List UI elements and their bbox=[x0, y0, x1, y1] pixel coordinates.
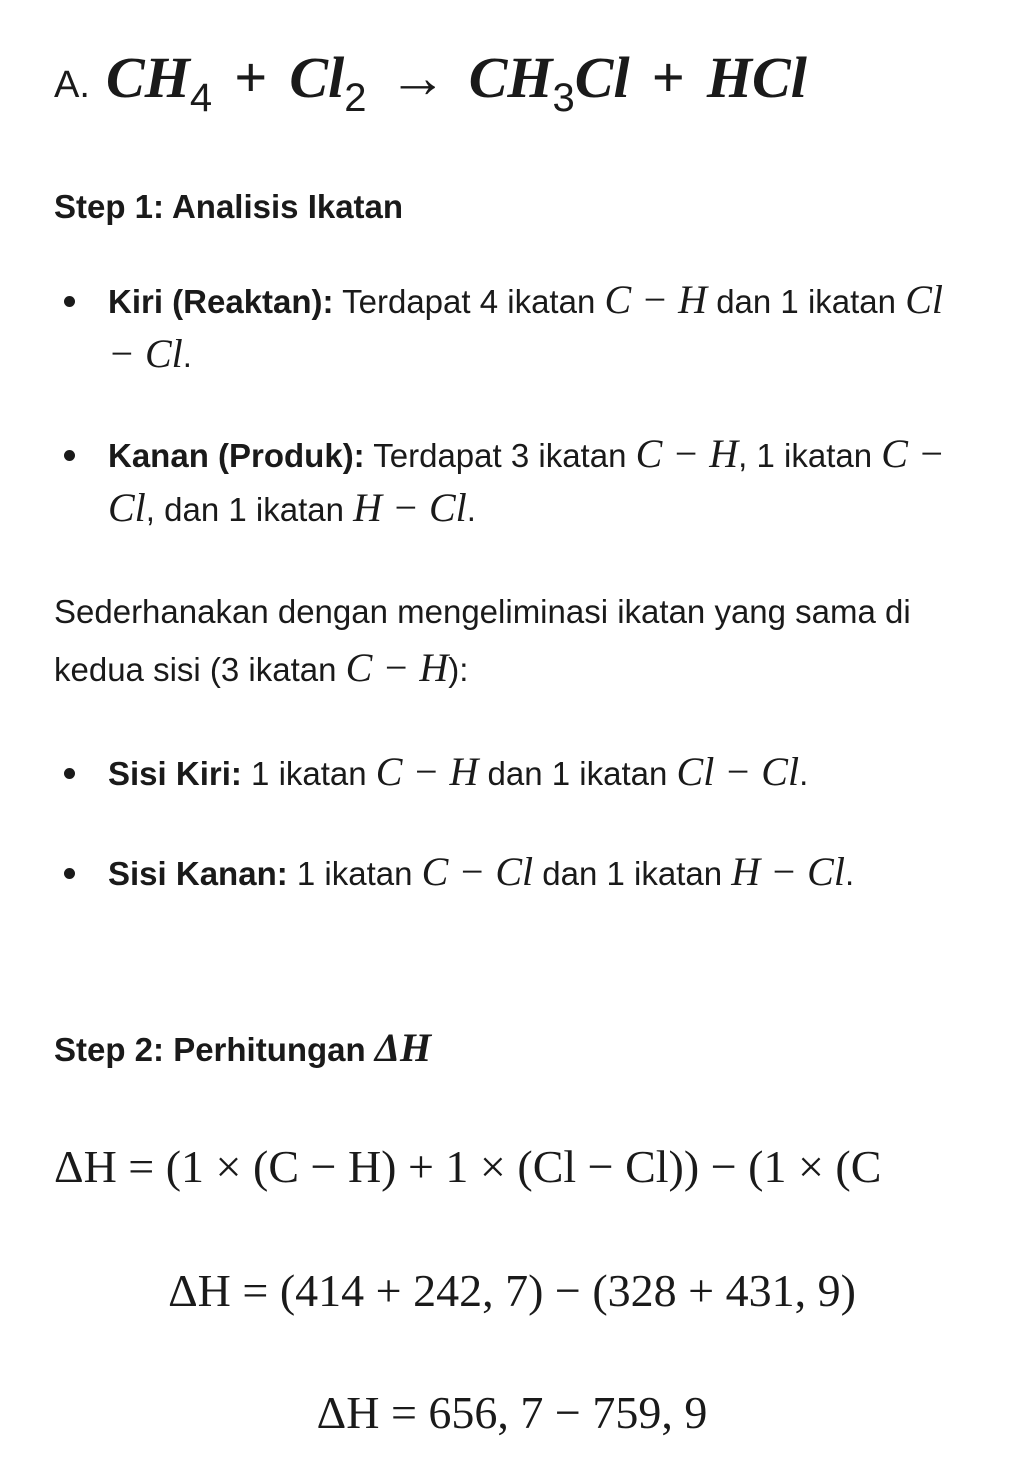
delta-h-formula: ΔH = (1 × (C − H) + 1 × (Cl − Cl)) − (1 × (C bbox=[54, 1141, 882, 1192]
list-item: Kiri (Reaktan): Terdapat 4 ikatan C − H dan 1 ikatan Cl − Cl. bbox=[54, 274, 974, 382]
item-label: A. bbox=[54, 64, 90, 106]
reaction-equation-heading: A. $CH_4 + Cl_2 \to CH_3Cl$ + HCl bbox=[54, 45, 807, 120]
bond-analysis-list bbox=[54, 274, 974, 582]
step2-heading: Step 2: Perhitungan ΔH bbox=[54, 1025, 432, 1070]
delta-h-result: ΔH = 656, 7 − 759, 9 bbox=[316, 1387, 708, 1438]
list-item: Sisi Kanan: 1 ikatan C − Cl dan 1 ikatan H − Cl. bbox=[54, 846, 974, 900]
simplification-paragraph: Sederhanakan dengan mengeliminasi ikatan yang sama di kedua sisi (3 ikatan C − H): bbox=[54, 593, 911, 690]
list-item: Sisi Kiri: 1 ikatan C − H dan 1 ikatan Cl − Cl. bbox=[54, 746, 974, 800]
list-item: Kanan (Produk): Terdapat 3 ikatan C − H, 1 ikatan C − Cl, dan 1 ikatan H − Cl. bbox=[54, 428, 974, 536]
step1-heading: Step 1: Analisis Ikatan bbox=[54, 188, 404, 225]
simplified-bonds-list bbox=[54, 746, 974, 946]
delta-h-substitution: ΔH = (414 + 242, 7) − (328 + 431, 9) bbox=[168, 1265, 856, 1316]
arrow-icon: → bbox=[388, 45, 447, 110]
